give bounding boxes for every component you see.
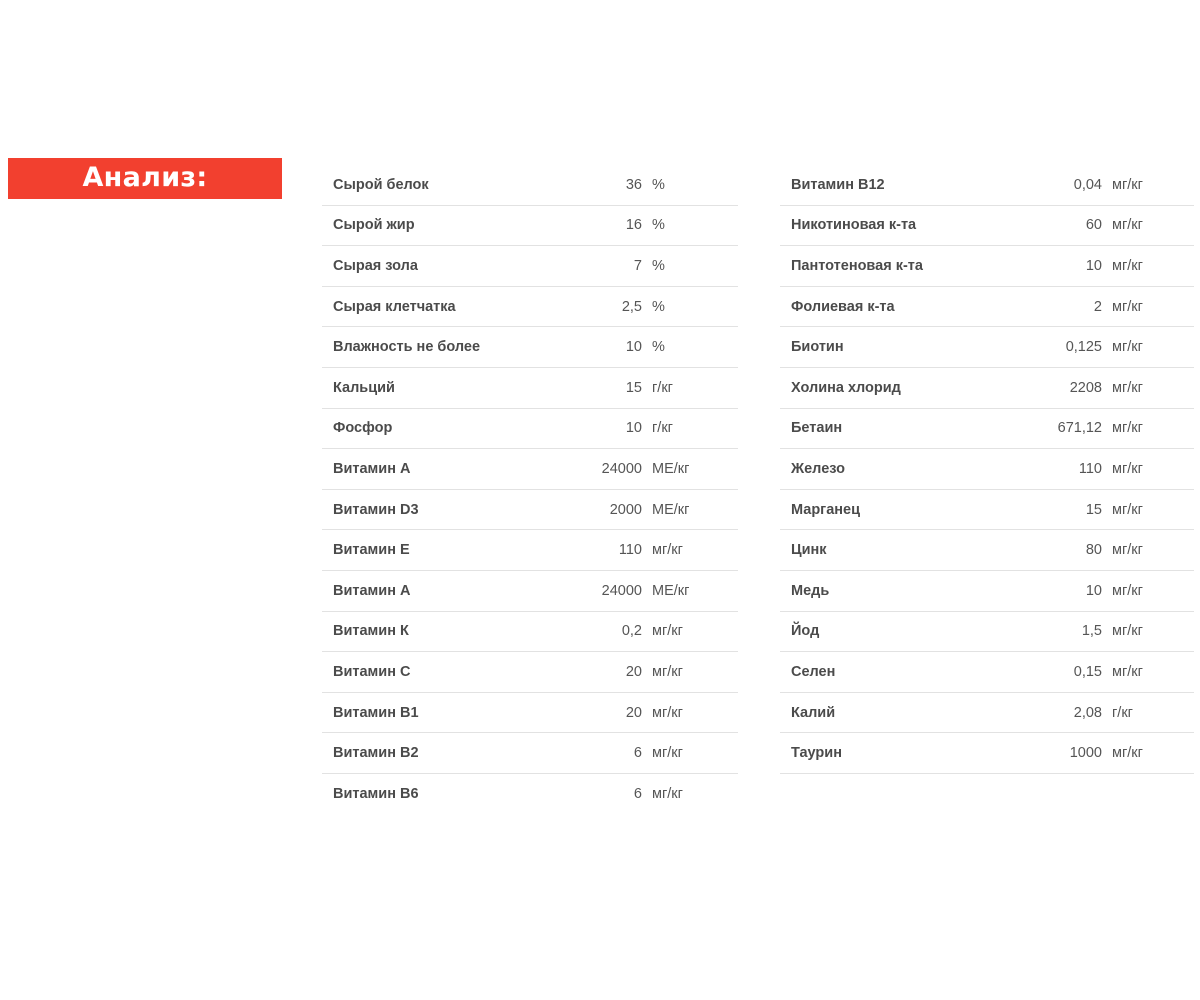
table-row [322, 246, 738, 287]
table-row [780, 693, 1194, 734]
nutrient-value: 2 [1093, 298, 1102, 315]
nutrient-value: 6 [633, 786, 642, 803]
table-row [780, 652, 1194, 693]
nutrient-name: Сырая клетчатка [333, 298, 456, 315]
nutrient-value: 15 [625, 379, 642, 396]
nutrient-name: Медь [791, 582, 830, 599]
nutrient-unit: % [652, 176, 665, 193]
nutrient-value: 7 [633, 257, 642, 274]
nutrient-unit: мг/кг [1112, 217, 1143, 234]
table-row [780, 530, 1194, 571]
nutrient-name: Селен [791, 663, 836, 680]
nutrient-value: 20 [625, 663, 642, 680]
nutrient-unit: мг/кг [1112, 582, 1143, 599]
nutrient-name: Таурин [791, 745, 842, 762]
nutrient-value: 0,15 [1073, 663, 1102, 680]
table-row [322, 530, 738, 571]
nutrient-unit: % [652, 298, 665, 315]
table-row [322, 733, 738, 774]
nutrient-unit: мг/кг [1112, 420, 1143, 437]
table-row [780, 327, 1194, 368]
nutrient-value: 20 [625, 704, 642, 721]
nutrient-unit: мг/кг [652, 623, 683, 640]
nutrient-name: Пантотеновая к-та [791, 257, 923, 274]
analysis-header-banner [8, 158, 282, 199]
nutrient-unit: г/кг [1112, 704, 1133, 721]
table-row [780, 449, 1194, 490]
nutrient-unit: % [652, 217, 665, 234]
nutrient-name: Витамин D3 [333, 501, 419, 518]
table-row [780, 287, 1194, 328]
nutrient-name: Кальций [333, 379, 395, 396]
nutrient-name: Сырой белок [333, 176, 429, 193]
nutrient-name: Бетаин [791, 420, 843, 437]
nutrient-name: Витамин В1 [333, 704, 419, 721]
nutrient-value: 2,5 [621, 298, 642, 315]
nutrient-name: Цинк [791, 542, 827, 559]
nutrient-value: 0,125 [1065, 339, 1102, 356]
nutrient-name: Фолиевая к-та [791, 298, 895, 315]
nutrient-unit: мг/кг [1112, 501, 1143, 518]
table-row [322, 612, 738, 653]
table-row [322, 206, 738, 247]
table-row [780, 612, 1194, 653]
nutrient-name: Марганец [791, 501, 861, 518]
nutrient-unit: мг/кг [1112, 339, 1143, 356]
nutrient-name: Витамин Е [333, 542, 410, 559]
table-row [322, 490, 738, 531]
nutrient-unit: % [652, 257, 665, 274]
nutrient-unit: МЕ/кг [652, 582, 690, 599]
table-row [780, 490, 1194, 531]
table-row [780, 246, 1194, 287]
nutrient-value: 60 [1085, 217, 1102, 234]
nutrient-value: 15 [1085, 501, 1102, 518]
nutrient-unit: мг/кг [1112, 257, 1143, 274]
nutrient-name: Сырой жир [333, 217, 415, 234]
nutrient-name: Биотин [791, 339, 844, 356]
table-row [322, 449, 738, 490]
nutrient-name: Витамин В6 [333, 786, 419, 803]
table-row [322, 774, 738, 815]
nutrient-value: 1,5 [1081, 623, 1102, 640]
nutrient-value: 16 [625, 217, 642, 234]
nutrient-value: 0,04 [1073, 176, 1102, 193]
nutrient-unit: % [652, 339, 665, 356]
nutrient-name: Витамин В2 [333, 745, 419, 762]
nutrient-unit: мг/кг [652, 663, 683, 680]
nutrient-unit: мг/кг [1112, 379, 1143, 396]
nutrient-unit: г/кг [652, 379, 673, 396]
nutrient-value: 10 [625, 420, 642, 437]
nutrient-unit: мг/кг [1112, 298, 1143, 315]
table-row [322, 165, 738, 206]
nutrient-unit: мг/кг [1112, 745, 1143, 762]
nutrient-value: 671,12 [1057, 420, 1102, 437]
table-row [322, 571, 738, 612]
nutrient-name: Йод [791, 623, 820, 640]
nutrient-unit: МЕ/кг [652, 501, 690, 518]
nutrient-name: Витамин В12 [791, 176, 885, 193]
nutrient-value: 2,08 [1073, 704, 1102, 721]
nutrient-unit: мг/кг [652, 542, 683, 559]
table-row [780, 165, 1194, 206]
nutrient-name: Сырая зола [333, 257, 418, 274]
nutrient-value: 80 [1085, 542, 1102, 559]
nutrient-name: Калий [791, 704, 836, 721]
nutrient-unit: мг/кг [652, 786, 683, 803]
nutrient-name: Холина хлорид [791, 379, 901, 396]
nutrient-unit: мг/кг [652, 745, 683, 762]
table-row [780, 571, 1194, 612]
nutrient-name: Фосфор [333, 420, 393, 437]
nutrient-value: 0,2 [621, 623, 642, 640]
table-row [780, 206, 1194, 247]
nutrient-value: 110 [618, 542, 642, 559]
nutrient-name: Витамин С [333, 663, 411, 680]
nutrient-value: 1000 [1069, 745, 1102, 762]
table-row [322, 652, 738, 693]
nutrient-table-left [322, 165, 738, 815]
nutrient-value: 110 [1078, 460, 1102, 477]
nutrient-unit: г/кг [652, 420, 673, 437]
nutrient-unit: мг/кг [1112, 663, 1143, 680]
table-row [322, 409, 738, 450]
table-row [780, 409, 1194, 450]
nutrient-value: 2208 [1069, 379, 1102, 396]
nutrient-value: 10 [625, 339, 642, 356]
table-row [322, 693, 738, 734]
nutrient-unit: МЕ/кг [652, 460, 690, 477]
table-row [322, 287, 738, 328]
nutrient-unit: мг/кг [1112, 542, 1143, 559]
nutrient-table-right [780, 165, 1194, 774]
nutrient-value: 36 [625, 176, 642, 193]
nutrient-value: 6 [633, 745, 642, 762]
nutrient-name: Витамин А [333, 460, 411, 477]
analysis-title: Анализ: [82, 162, 208, 193]
nutrient-value: 24000 [601, 582, 642, 599]
nutrient-name: Никотиновая к-та [791, 217, 917, 234]
nutrient-unit: мг/кг [1112, 460, 1143, 477]
nutrient-value: 2000 [609, 501, 642, 518]
nutrient-value: 10 [1085, 257, 1102, 274]
nutrient-unit: мг/кг [652, 704, 683, 721]
table-row [780, 733, 1194, 774]
nutrient-name: Железо [791, 460, 845, 477]
nutrient-value: 24000 [601, 460, 642, 477]
table-row [322, 327, 738, 368]
nutrient-name: Витамин К [333, 623, 409, 640]
nutrient-unit: мг/кг [1112, 176, 1143, 193]
nutrient-value: 10 [1085, 582, 1102, 599]
nutrient-unit: мг/кг [1112, 623, 1143, 640]
table-row [780, 368, 1194, 409]
nutrient-name: Влажность не более [333, 339, 481, 356]
table-row [322, 368, 738, 409]
nutrient-name: Витамин А [333, 582, 411, 599]
